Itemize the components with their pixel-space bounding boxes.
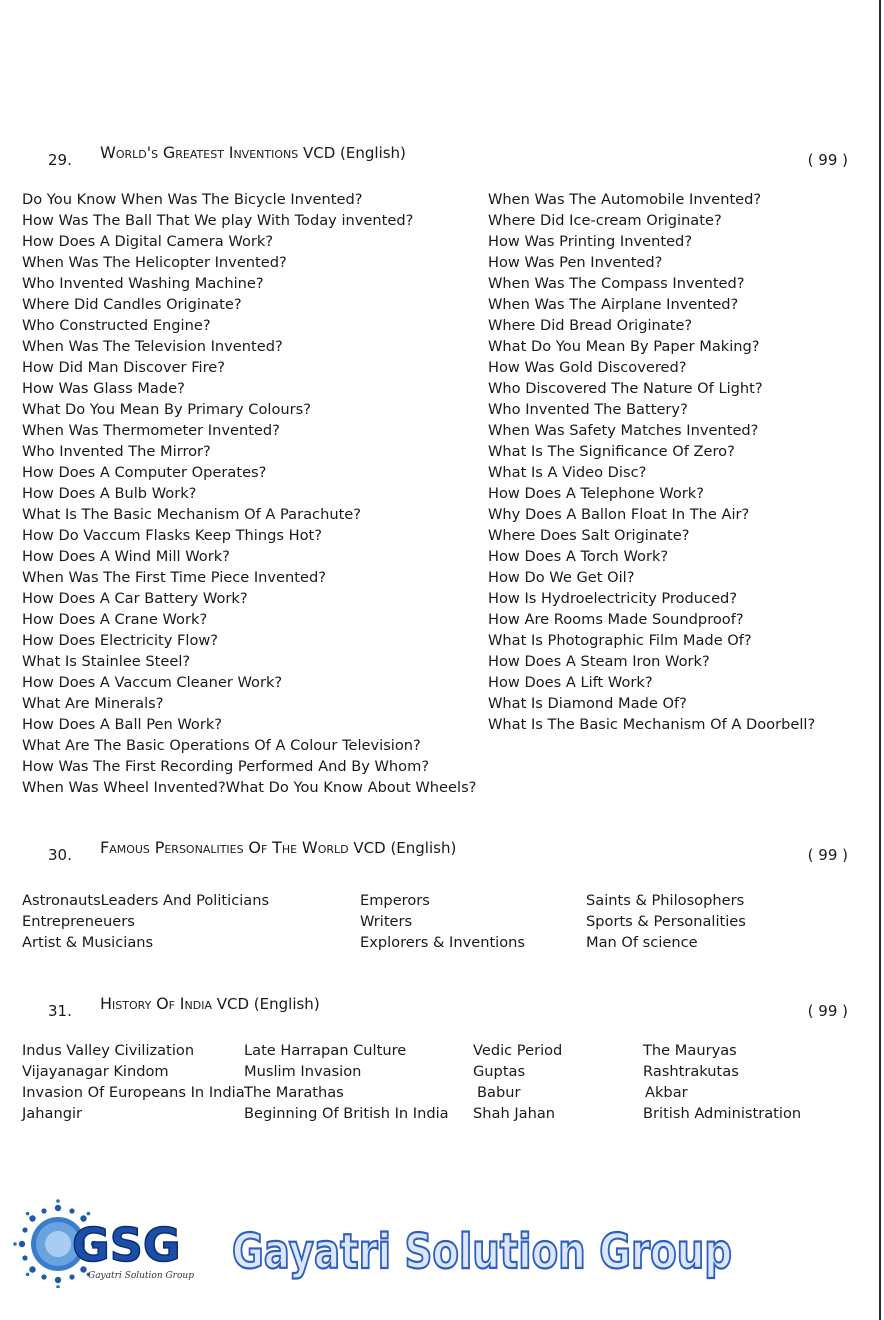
section-number: 31. <box>48 1002 72 1020</box>
list-item: What Are The Basic Operations Of A Colour Television? <box>22 737 421 754</box>
section-number: 29. <box>48 151 72 169</box>
section-30-col-3 <box>586 890 746 953</box>
list-item: What Do You Mean By Primary Colours? <box>22 401 312 418</box>
list-item: Invasion Of Europeans In India <box>22 1084 245 1101</box>
list-item: How Does Electricity Flow? <box>22 632 219 649</box>
list-item: How Does A Telephone Work? <box>488 485 704 502</box>
list-item: What Is A Video Disc? <box>488 464 647 481</box>
list-item: How Do Vaccum Flasks Keep Things Hot? <box>22 527 322 544</box>
section-30-col-2 <box>360 890 525 953</box>
list-item: Rashtrakutas <box>643 1063 739 1080</box>
list-item: When Was The Compass Invented? <box>488 275 745 292</box>
list-item: Shah Jahan <box>473 1105 556 1122</box>
list-item: How Does A Ball Pen Work? <box>22 716 223 733</box>
list-item: Who Constructed Engine? <box>22 317 211 334</box>
section-title: History Of India VCD (English) <box>100 994 320 1013</box>
section-header-29 <box>0 143 884 173</box>
list-item: When Was The First Time Piece Invented? <box>22 569 326 586</box>
list-item: What Is The Basic Mechanism Of A Parachute? <box>22 506 362 523</box>
list-item: How Was Printing Invented? <box>488 233 693 250</box>
list-item: What Is The Basic Mechanism Of A Doorbell? <box>488 716 816 733</box>
list-item: Beginning Of British In India <box>244 1105 449 1122</box>
section-31-col-1 <box>22 1040 245 1124</box>
list-item: What Is Photographic Film Made Of? <box>488 632 752 649</box>
list-item: How Does A Computer Operates? <box>22 464 267 481</box>
list-item: How Do We Get Oil? <box>488 569 635 586</box>
list-item: What Do You Mean By Paper Making? <box>488 338 760 355</box>
list-item: Where Did Bread Originate? <box>488 317 693 334</box>
list-item: The Marathas <box>244 1084 344 1101</box>
list-item: Who Invented The Mirror? <box>22 443 211 460</box>
section-price: ( 99 ) <box>807 1002 848 1020</box>
logo-abbreviation: GSG <box>72 1218 181 1272</box>
list-item: How Does A Car Battery Work? <box>22 590 248 607</box>
section-title: World's Greatest Inventions VCD (English) <box>100 143 406 162</box>
list-item: Guptas <box>473 1063 526 1080</box>
list-item: Where Does Salt Originate? <box>488 527 690 544</box>
list-item: How Was The Ball That We play With Today invented? <box>22 212 414 229</box>
list-item: When Was The Helicopter Invented? <box>22 254 287 271</box>
list-item: Explorers & Inventions <box>360 934 525 951</box>
list-item: Late Harrapan Culture <box>244 1042 407 1059</box>
list-item: Sports & Personalities <box>586 913 746 930</box>
list-item: Why Does A Ballon Float In The Air? <box>488 506 750 523</box>
list-item: How Are Rooms Made Soundproof? <box>488 611 744 628</box>
list-item: AstronautsLeaders And Politicians <box>22 892 270 909</box>
list-item: What Are Minerals? <box>22 695 164 712</box>
page-edge-line <box>879 0 881 1320</box>
list-item: Jahangir <box>22 1105 83 1122</box>
list-item: Indus Valley Civilization <box>22 1042 195 1059</box>
list-item: How Does A Torch Work? <box>488 548 669 565</box>
list-item: How Does A Crane Work? <box>22 611 208 628</box>
list-item: How Was Pen Invented? <box>488 254 663 271</box>
list-item: What Is Diamond Made Of? <box>488 695 687 712</box>
list-item: Emperors <box>360 892 430 909</box>
list-item: Who Invented Washing Machine? <box>22 275 264 292</box>
list-item: When Was Safety Matches Invented? <box>488 422 759 439</box>
list-item: Do You Know When Was The Bicycle Invented? <box>22 191 363 208</box>
list-item: What Is Stainlee Steel? <box>22 653 191 670</box>
list-item: Man Of science <box>586 934 698 951</box>
list-item: Artist & Musicians <box>22 934 154 951</box>
list-item: Where Did Candles Originate? <box>22 296 242 313</box>
list-item: Muslim Invasion <box>244 1063 362 1080</box>
list-item: Entrepreneuers <box>22 913 135 930</box>
list-item: When Was Wheel Invented?What Do You Know About Wheels? <box>22 779 477 796</box>
section-31-col-3 <box>473 1040 562 1124</box>
list-item: Vedic Period <box>473 1042 563 1059</box>
list-item: How Does A Vaccum Cleaner Work? <box>22 674 283 691</box>
list-item: The Mauryas <box>643 1042 737 1059</box>
section-title: Famous Personalities Of The World VCD (English) <box>100 838 457 857</box>
list-item: Saints & Philosophers <box>586 892 745 909</box>
list-item: When Was Thermometer Invented? <box>22 422 280 439</box>
section-number: 30. <box>48 846 72 864</box>
list-item: Akbar <box>645 1084 688 1101</box>
list-item: How Does A Wind Mill Work? <box>22 548 230 565</box>
list-item: How Does A Digital Camera Work? <box>22 233 274 250</box>
list-item: How Was The First Recording Performed And By Whom? <box>22 758 430 775</box>
logo-tagline: Gayatri Solution Group <box>88 1271 194 1281</box>
section-header-30 <box>0 838 884 868</box>
list-item: How Does A Bulb Work? <box>22 485 197 502</box>
list-item: How Does A Lift Work? <box>488 674 653 691</box>
section-31-col-2 <box>244 1040 449 1124</box>
section-price: ( 99 ) <box>807 846 848 864</box>
section-29-left-list <box>22 189 476 798</box>
section-30-col-1 <box>22 890 269 953</box>
section-price: ( 99 ) <box>807 151 848 169</box>
gsg-logo <box>10 1198 790 1288</box>
list-item: When Was The Airplane Invented? <box>488 296 739 313</box>
section-header-31 <box>0 994 884 1024</box>
list-item: When Was The Automobile Invented? <box>488 191 762 208</box>
list-item: Who Invented The Battery? <box>488 401 688 418</box>
section-29-right-list <box>488 189 815 735</box>
company-name: Gayatri Solution Group <box>232 1224 732 1280</box>
list-item: Writers <box>360 913 413 930</box>
list-item: Who Discovered The Nature Of Light? <box>488 380 763 397</box>
section-31-col-4 <box>643 1040 801 1124</box>
list-item: How Was Glass Made? <box>22 380 185 397</box>
list-item: How Did Man Discover Fire? <box>22 359 225 376</box>
list-item: Babur <box>477 1084 521 1101</box>
list-item: How Is Hydroelectricity Produced? <box>488 590 738 607</box>
list-item: How Was Gold Discovered? <box>488 359 687 376</box>
list-item: British Administration <box>643 1105 802 1122</box>
list-item: Vijayanagar Kindom <box>22 1063 169 1080</box>
list-item: Where Did Ice-cream Originate? <box>488 212 722 229</box>
list-item: How Does A Steam Iron Work? <box>488 653 710 670</box>
list-item: What Is The Significance Of Zero? <box>488 443 735 460</box>
list-item: When Was The Television Invented? <box>22 338 283 355</box>
